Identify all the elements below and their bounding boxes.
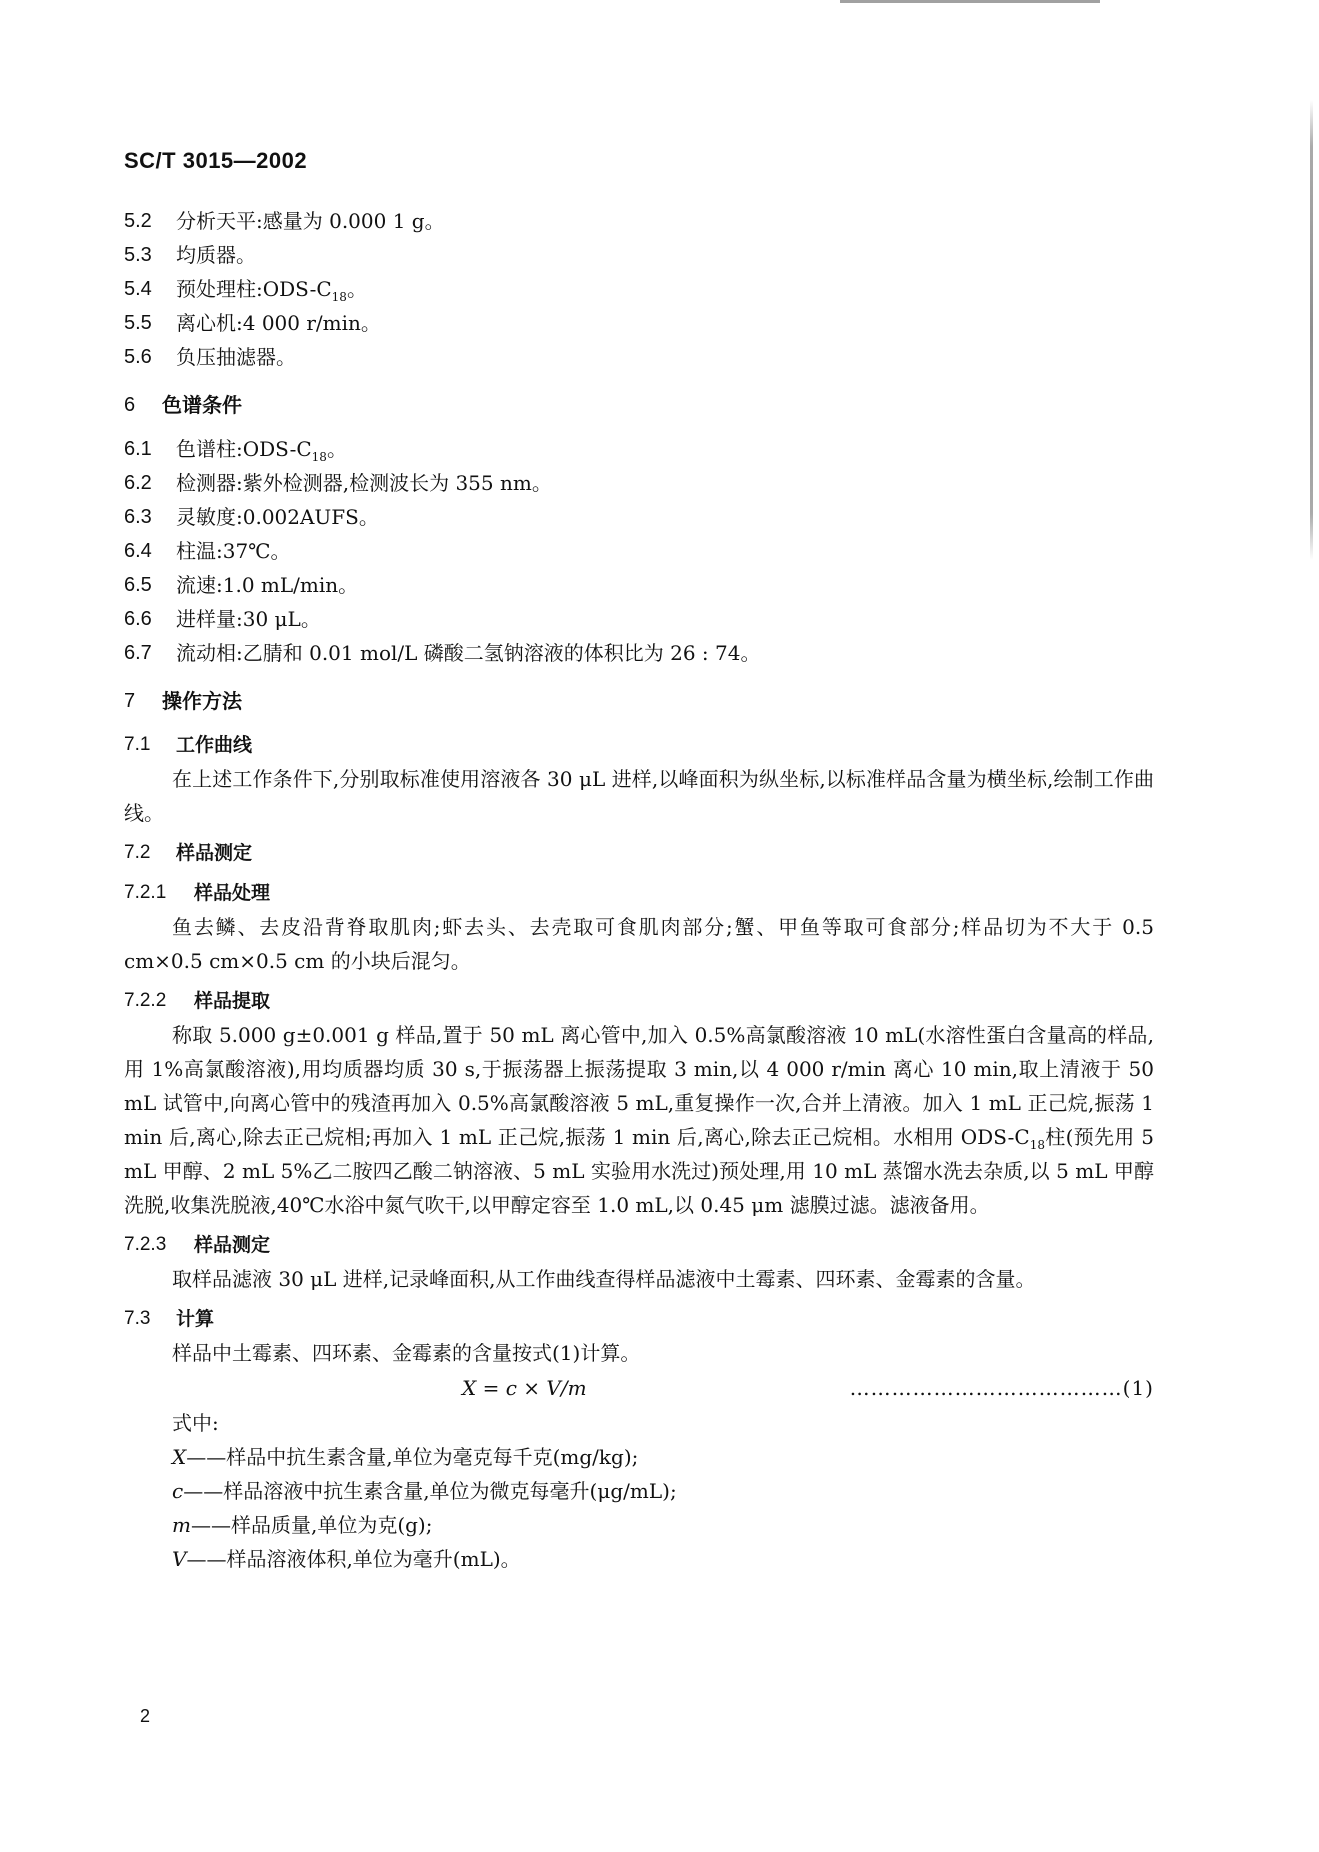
item-text bbox=[176, 432, 347, 466]
item-text-main: 预处理柱:ODS-C bbox=[176, 277, 332, 301]
variable-symbol: X bbox=[172, 1445, 187, 1469]
subsection-title: 样品提取 bbox=[194, 990, 271, 1012]
subsection-title: 计算 bbox=[176, 1308, 215, 1330]
item-text: 柱温:37℃。 bbox=[176, 539, 291, 563]
item-text: 离心机:4 000 r/min。 bbox=[176, 311, 381, 335]
subsection-heading-7-1 bbox=[124, 728, 1154, 762]
item-number: 5.5 bbox=[124, 312, 152, 334]
variable-description: ——样品溶液中抗生素含量,单位为微克每毫升(μg/mL); bbox=[183, 1479, 677, 1503]
scan-artifact-edge bbox=[1310, 100, 1313, 560]
paragraph-working-curve: 在上述工作条件下,分别取标准使用溶液各 30 μL 进样,以峰面积为纵坐标,以标准样品含量为横坐标,绘制工作曲线。 bbox=[124, 767, 1154, 825]
variable-definition bbox=[124, 1440, 1154, 1474]
subsection-number: 7.2.1 bbox=[124, 882, 167, 903]
list-item bbox=[124, 568, 1154, 602]
variable-definition bbox=[124, 1542, 1154, 1576]
section-number: 6 bbox=[124, 394, 136, 416]
subsection-heading-7-3 bbox=[124, 1302, 1154, 1336]
subsection-title: 样品测定 bbox=[176, 842, 253, 864]
list-item bbox=[124, 306, 1154, 340]
page-number: 2 bbox=[140, 1706, 151, 1726]
variable-definition bbox=[124, 1508, 1154, 1542]
paragraph-sample-determination: 取样品滤液 30 μL 进样,记录峰面积,从工作曲线查得样品滤液中土霉素、四环素、金霉素的含量。 bbox=[172, 1267, 1036, 1291]
where-label: 式中: bbox=[172, 1411, 219, 1435]
subsection-heading-7-2-1 bbox=[124, 876, 1154, 910]
section-heading-7 bbox=[124, 684, 1154, 718]
list-item bbox=[124, 466, 1154, 500]
subscript: 18 bbox=[1029, 1138, 1045, 1152]
subscript: 18 bbox=[331, 290, 347, 304]
list-item bbox=[124, 602, 1154, 636]
subsection-number: 7.3 bbox=[124, 1308, 151, 1329]
paragraph-sample-extraction bbox=[124, 1018, 1154, 1222]
item-text: 灵敏度:0.002AUFS。 bbox=[176, 505, 379, 529]
list-item bbox=[124, 534, 1154, 568]
item-text: 进样量:30 μL。 bbox=[176, 607, 321, 631]
item-text: 流动相:乙腈和 0.01 mol/L 磷酸二氢钠溶液的体积比为 26 : 74。 bbox=[176, 641, 761, 665]
standard-code-header: SC/T 3015—2002 bbox=[124, 148, 308, 173]
item-text: 分析天平:感量为 0.000 1 g。 bbox=[176, 209, 445, 233]
variable-description: ——样品溶液体积,单位为毫升(mL)。 bbox=[186, 1547, 521, 1571]
variable-definition bbox=[124, 1474, 1154, 1508]
item-text-end: 。 bbox=[346, 277, 367, 301]
formula-row bbox=[172, 1370, 1154, 1406]
subsection-heading-7-2-3 bbox=[124, 1228, 1154, 1262]
item-text bbox=[176, 272, 367, 306]
subsection-heading-7-2 bbox=[124, 836, 1154, 870]
item-number: 6.7 bbox=[124, 642, 152, 664]
formula-number: …………………………………(1) bbox=[849, 1376, 1154, 1400]
list-item bbox=[124, 432, 1154, 466]
variable-symbol: m bbox=[172, 1513, 191, 1537]
item-number: 5.6 bbox=[124, 346, 152, 368]
subsection-number: 7.2 bbox=[124, 842, 151, 863]
subsection-number: 7.2.2 bbox=[124, 990, 167, 1011]
calculation-intro: 样品中土霉素、四环素、金霉素的含量按式(1)计算。 bbox=[172, 1341, 641, 1365]
item-number: 6.4 bbox=[124, 540, 152, 562]
paragraph-sample-treatment: 鱼去鳞、去皮沿背脊取肌肉;虾去头、去壳取可食肌肉部分;蟹、甲鱼等取可食部分;样品切为不大于 0.5 cm×0.5 cm×0.5 cm 的小块后混匀。 bbox=[124, 915, 1154, 973]
item-text: 检测器:紫外检测器,检测波长为 355 nm。 bbox=[176, 471, 552, 495]
item-number: 5.2 bbox=[124, 210, 152, 232]
subscript: 18 bbox=[311, 450, 327, 464]
subsection-number: 7.1 bbox=[124, 734, 151, 755]
formula-expression: X = c × V/m bbox=[462, 1376, 587, 1400]
list-item bbox=[124, 636, 1154, 670]
item-number: 6.2 bbox=[124, 472, 152, 494]
subsection-title: 工作曲线 bbox=[176, 734, 253, 756]
item-number: 6.1 bbox=[124, 438, 152, 460]
section-heading-6 bbox=[124, 388, 1154, 422]
list-item bbox=[124, 204, 1154, 238]
list-item bbox=[124, 272, 1154, 306]
item-number: 5.4 bbox=[124, 278, 152, 300]
variable-description: ——样品中抗生素含量,单位为毫克每千克(mg/kg); bbox=[186, 1445, 639, 1469]
variable-symbol: V bbox=[172, 1547, 187, 1571]
subsection-title: 样品测定 bbox=[194, 1234, 271, 1256]
item-number: 6.6 bbox=[124, 608, 152, 630]
subsection-title: 样品处理 bbox=[194, 882, 271, 904]
extraction-text-part-2: 柱(预先用 5 mL 甲醇、2 mL 5%乙二胺四乙酸二钠溶液、5 mL 实验用水洗过)预处理,用 10 mL 蒸馏水洗去杂质,以 5 mL 甲醇洗脱,收集洗脱液,40℃水浴中氮气吹干,以甲醇定容至 1.0 mL,以 0.45 μm 滤膜过滤。滤液备用。 bbox=[124, 1125, 1154, 1217]
section-title: 操作方法 bbox=[162, 689, 242, 713]
list-item bbox=[124, 238, 1154, 272]
variable-symbol: c bbox=[172, 1479, 184, 1503]
document-body bbox=[124, 204, 1154, 1576]
extraction-text-part-1: 称取 5.000 g±0.001 g 样品,置于 50 mL 离心管中,加入 0.5%高氯酸溶液 10 mL(水溶性蛋白含量高的样品,用 1%高氯酸溶液),用均质器均质 30 s,于振荡器上振荡提取 3 min,以 4 000 r/min 离心 10 min,取上清液于 50 mL 试管中,向离心管中的残渣再加入 0.5%高氯酸溶液 5 mL,重复操作一次,合并上清液。加入 1 mL 正己烷,振荡 1 min 后,离心,除去正己烷相;再加入 1 mL 正己烷,振荡 1 min 后,离心,除去正己烷相。水相用 ODS-C bbox=[124, 1023, 1154, 1149]
list-item bbox=[124, 500, 1154, 534]
item-text: 流速:1.0 mL/min。 bbox=[176, 573, 359, 597]
subsection-number: 7.2.3 bbox=[124, 1234, 167, 1255]
subsection-heading-7-2-2 bbox=[124, 984, 1154, 1018]
section-number: 7 bbox=[124, 690, 136, 712]
item-text-end: 。 bbox=[326, 437, 347, 461]
list-item bbox=[124, 340, 1154, 374]
item-number: 5.3 bbox=[124, 244, 152, 266]
item-number: 6.5 bbox=[124, 574, 152, 596]
item-text: 负压抽滤器。 bbox=[176, 345, 296, 369]
item-number: 6.3 bbox=[124, 506, 152, 528]
item-text: 均质器。 bbox=[176, 243, 256, 267]
item-text-main: 色谱柱:ODS-C bbox=[176, 437, 312, 461]
variable-description: ——样品质量,单位为克(g); bbox=[190, 1513, 433, 1537]
scan-artifact-top bbox=[840, 0, 1100, 3]
section-title: 色谱条件 bbox=[162, 393, 242, 417]
